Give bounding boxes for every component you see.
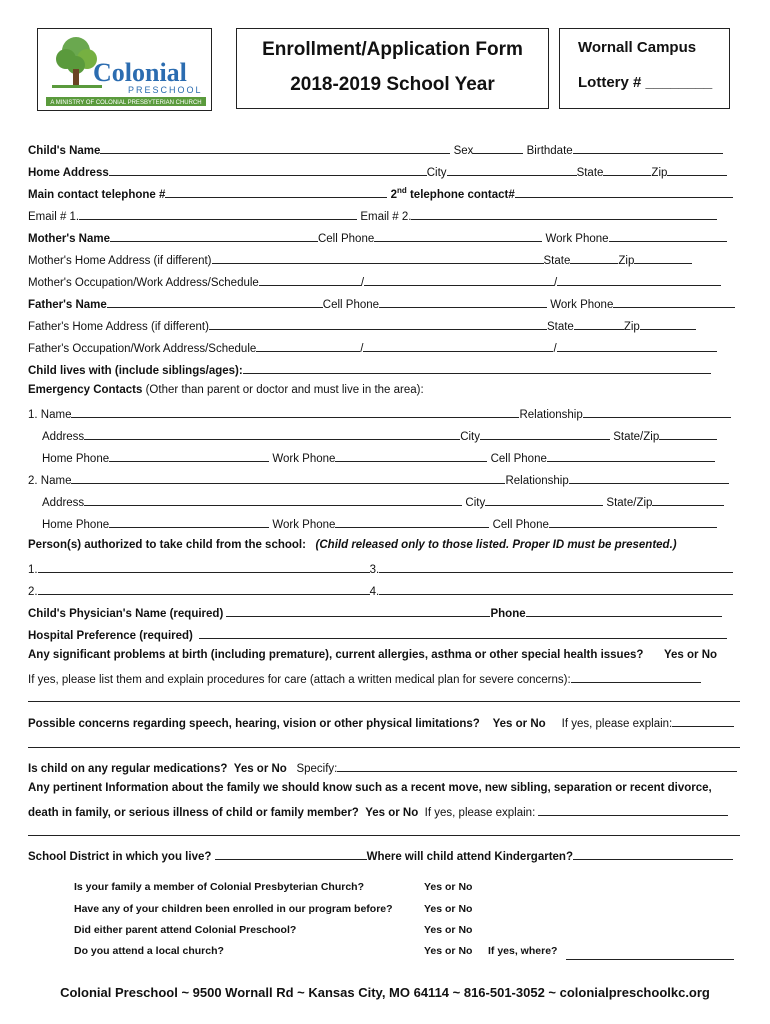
q-parent-yes-no[interactable]: Yes or No bbox=[424, 924, 473, 936]
emergency1-cell-phone-field[interactable] bbox=[547, 450, 715, 462]
campus-name: Wornall Campus bbox=[578, 39, 697, 56]
email1-field[interactable] bbox=[79, 208, 357, 220]
physician-phone-field[interactable] bbox=[526, 605, 722, 617]
lottery-number[interactable]: Lottery # ________ bbox=[578, 74, 713, 91]
q-enrolled-row: Have any of your children been enrolled in our program before? Yes or No bbox=[74, 903, 473, 915]
health-details-field[interactable] bbox=[571, 671, 701, 683]
father-home-field[interactable] bbox=[209, 318, 547, 330]
mother-cell-field[interactable] bbox=[374, 230, 542, 242]
if-yes-list-row: If yes, please list them and explain procedures for care (attach a written medical plan for severe concerns): bbox=[28, 671, 740, 689]
concerns-explain-field[interactable] bbox=[672, 715, 734, 727]
authorized-row-2: 2. 4. bbox=[28, 583, 740, 601]
tree-logo-icon bbox=[38, 29, 211, 110]
mother-zip-field[interactable] bbox=[634, 252, 692, 264]
emergency1-work-phone-field[interactable] bbox=[335, 450, 487, 462]
main-phone-field[interactable] bbox=[165, 186, 387, 198]
q-parent-row: Did either parent attend Colonial Preschool? Yes or No bbox=[74, 924, 473, 936]
logo-subtitle: PRESCHOOL bbox=[128, 85, 203, 95]
emergency1-home-phone-field[interactable] bbox=[109, 450, 269, 462]
school-district-field[interactable] bbox=[215, 848, 367, 860]
city-field[interactable] bbox=[447, 164, 577, 176]
logo-title: Colonial bbox=[93, 58, 187, 87]
q-church-yes-no[interactable]: Yes or No bbox=[424, 945, 473, 957]
form-title: Enrollment/Application Form bbox=[262, 39, 523, 60]
medications-yes-no[interactable]: Yes or No bbox=[233, 763, 287, 775]
childs-name-field[interactable] bbox=[100, 142, 450, 154]
email2-field[interactable] bbox=[411, 208, 717, 220]
father-home-row: Father's Home Address (if different) State Zip bbox=[28, 318, 740, 336]
authorized-row-1: 1. 3. bbox=[28, 561, 740, 579]
mother-home-row: Mother's Home Address (if different) State Zip bbox=[28, 252, 740, 270]
home-address-field[interactable] bbox=[109, 164, 427, 176]
mother-work-field[interactable] bbox=[609, 230, 727, 242]
phone-row: Main contact telephone # 2nd telephone contact# bbox=[28, 186, 740, 204]
authorized-3-field[interactable] bbox=[379, 561, 733, 573]
emergency1-phone-row: Home Phone Work Phone Cell Phone bbox=[42, 450, 740, 468]
emergency2-home-phone-field[interactable] bbox=[109, 516, 269, 528]
hospital-row: Hospital Preference (required) bbox=[28, 627, 740, 645]
father-occ-field-3[interactable] bbox=[557, 340, 717, 352]
mother-occ-field-2[interactable] bbox=[364, 274, 554, 286]
father-occ-field-1[interactable] bbox=[256, 340, 360, 352]
emergency1-statezip-field[interactable] bbox=[659, 428, 717, 440]
pertinent-yes-no[interactable]: Yes or No bbox=[365, 807, 419, 819]
pertinent-row-1: Any pertinent Information about the family we should know such as a recent move, new sibling, separation or recent divorce, bbox=[28, 782, 712, 794]
father-occ-row: Father's Occupation/Work Address/Schedule / / bbox=[28, 340, 740, 358]
mother-name-field[interactable] bbox=[110, 230, 318, 242]
mother-occ-row: Mother's Occupation/Work Address/Schedule / / bbox=[28, 274, 740, 292]
email-row: Email # 1. Email # 2. bbox=[28, 208, 740, 226]
father-occ-field-2[interactable] bbox=[363, 340, 553, 352]
father-name-field[interactable] bbox=[107, 296, 323, 308]
school-district-row: School District in which you live? Where will child attend Kindergarten? bbox=[28, 848, 740, 866]
authorized-1-field[interactable] bbox=[38, 561, 370, 573]
emergency2-name-row: 2. Name Relationship bbox=[28, 472, 740, 490]
school-year: 2018-2019 School Year bbox=[290, 74, 495, 95]
state-field[interactable] bbox=[603, 164, 651, 176]
emergency1-name-field[interactable] bbox=[71, 406, 519, 418]
emergency-header: Emergency Contacts (Other than parent or doctor and must live in the area): bbox=[28, 384, 424, 396]
physician-field[interactable] bbox=[226, 605, 490, 617]
emergency2-city-field[interactable] bbox=[485, 494, 603, 506]
authorized-4-field[interactable] bbox=[379, 583, 733, 595]
medications-row: Is child on any regular medications? Yes or No Specify: bbox=[28, 760, 740, 778]
emergency2-statezip-field[interactable] bbox=[652, 494, 724, 506]
medications-specify-field[interactable] bbox=[337, 760, 737, 772]
lives-with-row: Child lives with (include siblings/ages): bbox=[28, 362, 740, 380]
q-church-row: Do you attend a local church? Yes or No If yes, where? bbox=[74, 945, 740, 963]
pertinent-details-line[interactable] bbox=[28, 834, 740, 836]
concerns-yes-no[interactable]: Yes or No bbox=[492, 718, 546, 730]
title-box bbox=[236, 28, 549, 109]
second-phone-field[interactable] bbox=[515, 186, 733, 198]
concerns-details-line[interactable] bbox=[28, 746, 740, 748]
emergency2-cell-phone-field[interactable] bbox=[549, 516, 717, 528]
emergency2-relationship-field[interactable] bbox=[569, 472, 729, 484]
mother-row: Mother's Name Cell Phone Work Phone bbox=[28, 230, 740, 248]
childs-name-row: Child's Name Sex Birthdate bbox=[28, 142, 740, 160]
church-where-field[interactable] bbox=[566, 948, 734, 960]
physician-row: Child's Physician's Name (required) Phone bbox=[28, 605, 740, 623]
emergency2-address-row: Address City State/Zip bbox=[42, 494, 740, 512]
emergency1-relationship-field[interactable] bbox=[583, 406, 731, 418]
emergency2-address-field[interactable] bbox=[84, 494, 462, 506]
father-state-field[interactable] bbox=[574, 318, 624, 330]
concerns-row: Possible concerns regarding speech, hearing, vision or other physical limitations? Yes or No If yes, please explain: bbox=[28, 715, 740, 733]
logo-box bbox=[37, 28, 212, 111]
emergency1-name-row: 1. Name Relationship bbox=[28, 406, 740, 424]
birth-problems-row: Any significant problems at birth (including premature), current allergies, asthma or other special health issues? Yes or No bbox=[28, 649, 718, 661]
pertinent-explain-field[interactable] bbox=[538, 804, 728, 816]
q-member-row: Is your family a member of Colonial Presbyterian Church? Yes or No bbox=[74, 881, 473, 893]
q-enrolled-yes-no[interactable]: Yes or No bbox=[424, 903, 473, 915]
home-address-row: Home Address City State Zip bbox=[28, 164, 740, 182]
mother-occ-field-1[interactable] bbox=[259, 274, 361, 286]
q-member-yes-no[interactable]: Yes or No bbox=[424, 881, 473, 893]
health-details-line[interactable] bbox=[28, 700, 740, 702]
campus-box bbox=[559, 28, 730, 109]
lives-with-field[interactable] bbox=[243, 362, 711, 374]
sex-field[interactable] bbox=[473, 142, 523, 154]
emergency1-city-field[interactable] bbox=[480, 428, 610, 440]
father-row: Father's Name Cell Phone Work Phone bbox=[28, 296, 740, 314]
zip-field[interactable] bbox=[667, 164, 727, 176]
father-work-field[interactable] bbox=[613, 296, 735, 308]
authorized-header: Person(s) authorized to take child from the school: (Child released only to those listed. Proper ID must be presented.) bbox=[28, 539, 677, 551]
mother-state-field[interactable] bbox=[570, 252, 618, 264]
pertinent-row-2: death in family, or serious illness of child or family member? Yes or No If yes, please explain: bbox=[28, 804, 740, 822]
authorized-2-field[interactable] bbox=[38, 583, 370, 595]
emergency1-address-row: Address City State/Zip bbox=[42, 428, 740, 446]
emergency2-work-phone-field[interactable] bbox=[335, 516, 489, 528]
footer-contact: Colonial Preschool ~ 9500 Wornall Rd ~ Kansas City, MO 64114 ~ 816-501-3052 ~ colonialpreschoolkc.org bbox=[60, 985, 710, 1000]
emergency2-phone-row: Home Phone Work Phone Cell Phone bbox=[42, 516, 740, 534]
hospital-field[interactable] bbox=[199, 627, 727, 639]
birth-problems-yes-no[interactable]: Yes or No bbox=[664, 649, 718, 661]
kindergarten-field[interactable] bbox=[573, 848, 733, 860]
emergency2-name-field[interactable] bbox=[71, 472, 505, 484]
if-yes-where-label: If yes, where? bbox=[488, 945, 558, 957]
father-cell-field[interactable] bbox=[379, 296, 547, 308]
logo-ministry: A MINISTRY OF COLONIAL PRESBYTERIAN CHURCH bbox=[50, 100, 202, 106]
emergency1-address-field[interactable] bbox=[84, 428, 460, 440]
father-zip-field[interactable] bbox=[640, 318, 696, 330]
birthdate-field[interactable] bbox=[573, 142, 723, 154]
mother-occ-field-3[interactable] bbox=[557, 274, 721, 286]
mother-home-field[interactable] bbox=[212, 252, 544, 264]
